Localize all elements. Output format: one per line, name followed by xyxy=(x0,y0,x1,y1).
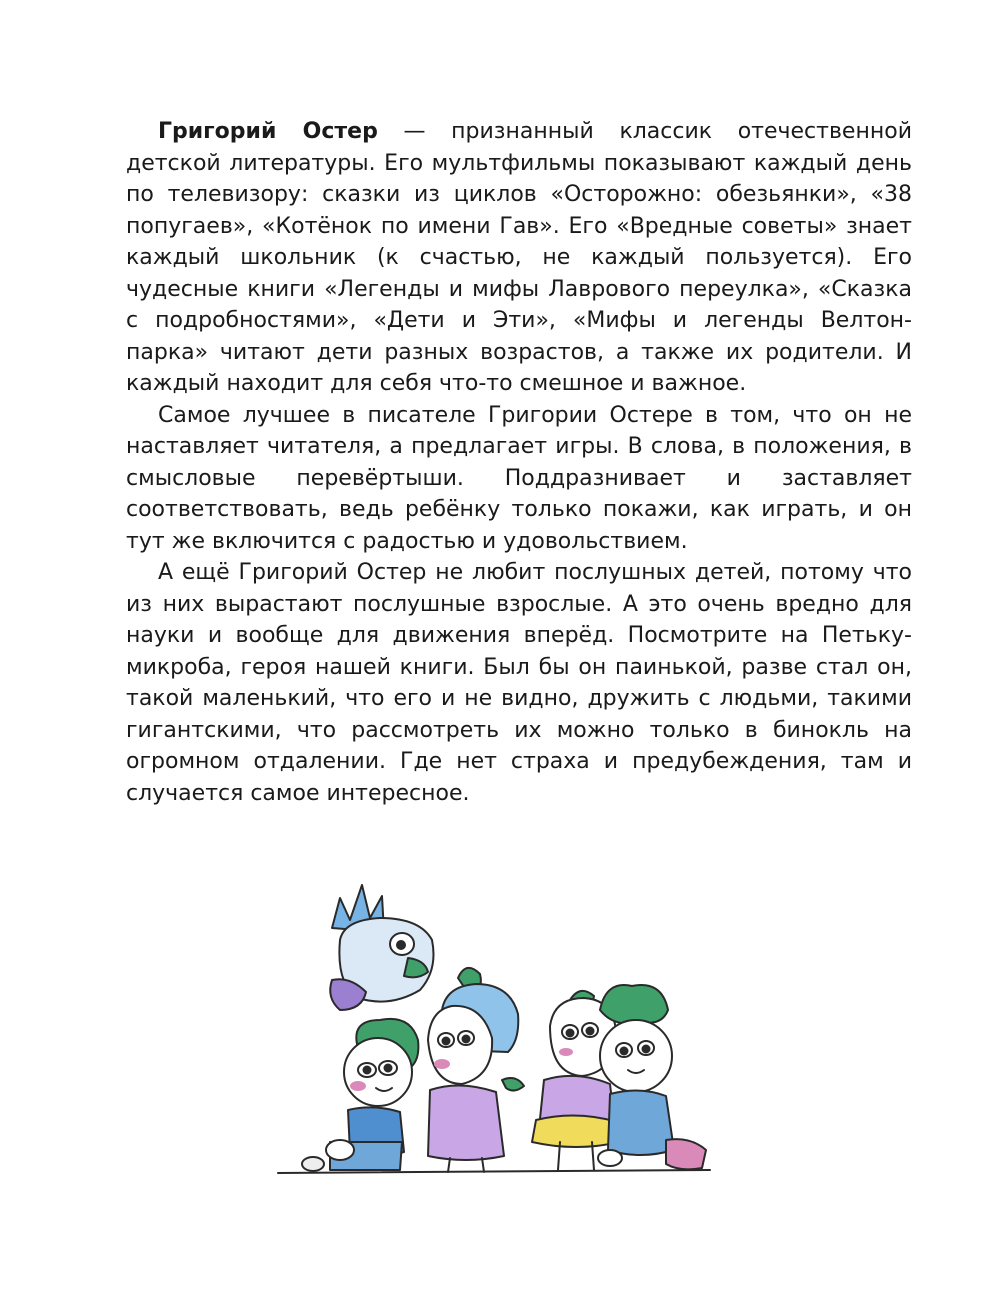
paragraph-1-text: — признанный классик отечественной детской литературы. Его мультфильмы показывают каждый день по телевизору: сказки из циклов «Осторожно: обезьянки», «38 попугаев», «Котёнок по имени Гав». Его «Вредные советы» знает каждый школьник (к счастью, не каждый пользуется). Его чудесные книги «Легенды и мифы Лаврового переулка», «Сказка с подробностями», «Дети и Эти», «Мифы и легенды Велтон-парка» читают дети разных возрастов, а также их родители. И каждый находит для себя что-то смешное и важное. xyxy=(126,119,912,396)
child-blue-hat xyxy=(428,968,524,1172)
child-green-hair xyxy=(326,1019,418,1170)
paragraph-1 xyxy=(126,116,912,400)
paragraph-3: А ещё Григорий Остер не любит послушных детей, потому что из них вырастают послушные взрослые. А это очень вредно для науки и вообще для движения вперёд. Посмотрите на Петьку-микроба, героя нашей книги. Был бы он паинькой, разве стал он, такой маленький, что его и не видно, дружить с людьми, такими гигантскими, что рассмотреть их можно только в бинокль на огромном отдалении. Где нет страха и предубеждения, там и случается самое интересное. xyxy=(126,560,912,806)
child-right-green-hair xyxy=(598,985,706,1169)
paragraph-2: Самое лучшее в писателе Григории Остере в том, что он не наставляет читателя, а предлагает игры. В слова, в положения, в смысловые перевёртыши. Поддразнивает и заставляет соответствовать, ведь ребёнку только покажи, как играть, и он тут же включится с радостью и удовольствием. xyxy=(126,402,912,554)
pebble xyxy=(302,1157,324,1171)
child-with-crown xyxy=(330,885,433,1010)
author-name: Григорий Остер xyxy=(158,119,378,144)
article-text xyxy=(126,116,912,809)
children-drawing-icon xyxy=(270,880,720,1180)
